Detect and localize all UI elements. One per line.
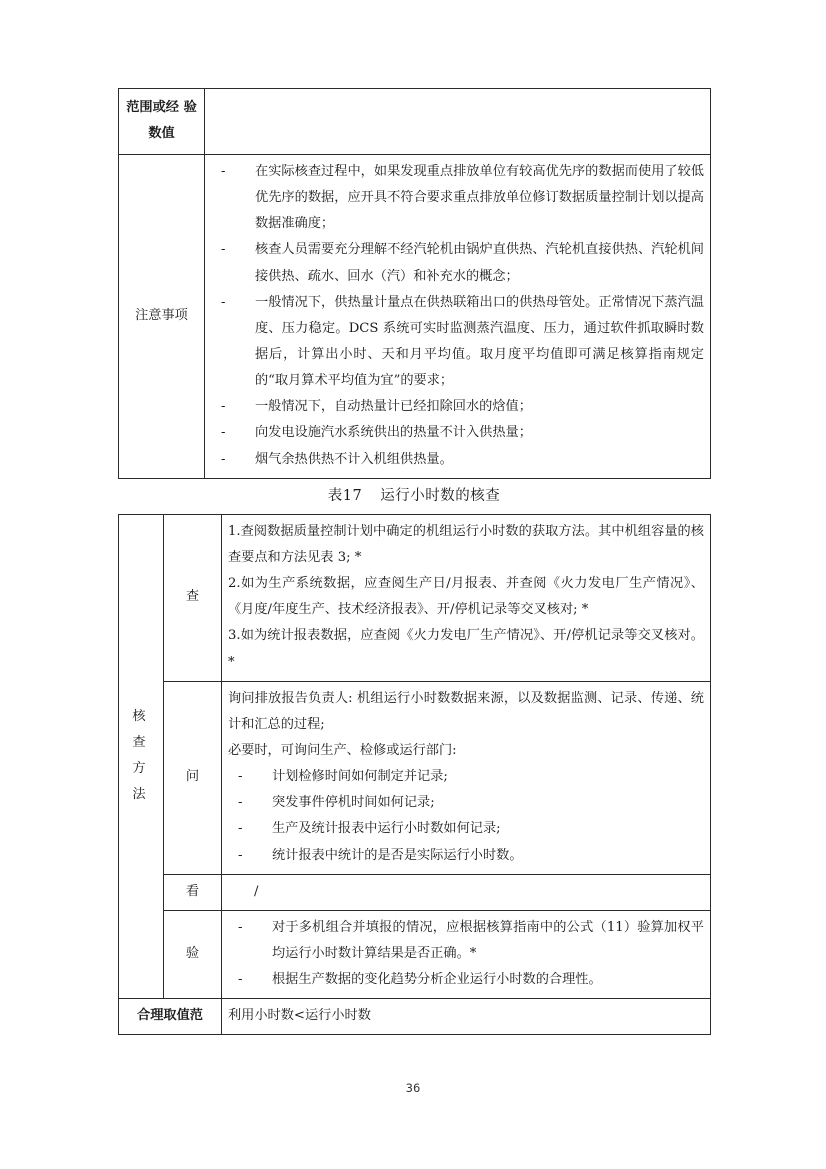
table-row <box>119 999 711 1035</box>
method-body-ask <box>222 681 711 874</box>
table-row <box>119 514 711 681</box>
row-body-empty <box>205 89 711 155</box>
row-label-verification-method <box>119 514 164 998</box>
table-17-caption <box>118 485 710 508</box>
row-body-notes <box>205 155 711 479</box>
method-label-check: 查 <box>164 514 222 681</box>
paragraph: 3.如为统计报表数据，应查阅《火力发电厂生产情况》、开/停机记录等交叉核对。* <box>228 628 704 670</box>
list-item: - 统计报表中统计的是否是实际运行小时数。 <box>228 843 704 869</box>
table-row <box>119 910 711 998</box>
list-item: - 烟气余热供热不计入机组供热量。 <box>211 447 704 473</box>
list-item: - 在实际核查过程中，如果发现重点排放单位有较高优先序的数据而使用了较低优先序的数据，应开具不符合要求重点排放单位修订数据质量控制计划以提高数据准确度； <box>211 159 704 237</box>
page-content <box>118 88 710 1035</box>
list-item: - 一般情况下，自动热量计已经扣除回水的焓值； <box>211 394 704 420</box>
table-row <box>119 155 711 479</box>
paragraph: 1.查阅数据质量控制计划中确定的机组运行小时数的获取方法。其中机组容量的核查要点和方法见表 3; * <box>228 523 704 566</box>
notes-list <box>211 159 704 473</box>
caption-title: 运行小时数的核查 <box>380 487 501 504</box>
list-item: - 生产及统计报表中运行小时数如何记录; <box>228 816 704 842</box>
table-row <box>119 89 711 155</box>
row-label-reasonable-range: 合理取值范 <box>119 999 222 1035</box>
table-16-continued <box>118 88 711 479</box>
caption-number: 表17 <box>327 487 363 504</box>
paragraph: / <box>254 883 259 899</box>
paragraph: 利用小时数<运行小时数 <box>228 1008 371 1024</box>
list-item: - 核查人员需要充分理解不经汽轮机由锅炉直供热、汽轮机直接供热、汽轮机间接供热、疏水、回水（汽）和补充水的概念； <box>211 237 704 289</box>
row-label-line: 方 法 <box>132 761 150 803</box>
row-body-reasonable-range <box>222 999 711 1035</box>
list-item: - 计划检修时间如何制定并记录; <box>228 764 704 790</box>
table-17 <box>118 514 711 1036</box>
method-body-observe <box>222 874 711 910</box>
row-label-range-or-experience-value <box>119 89 205 155</box>
row-label-line: 核 查 <box>132 708 150 750</box>
list-item: - 突发事件停机时间如何记录; <box>228 790 704 816</box>
method-body-check <box>222 514 711 681</box>
method-label-ask: 问 <box>164 681 222 874</box>
row-label-line: 验数值 <box>148 99 197 141</box>
list-item: - 向发电设施汽水系统供出的热量不计入供热量； <box>211 420 704 446</box>
ask-list <box>228 764 704 869</box>
page-number: 36 <box>405 1081 421 1095</box>
list-item: - 对于多机组合并填报的情况，应根据核算指南中的公式（11）验算加权平均运行小时数计算结果是否正确。* <box>228 915 704 967</box>
paragraph: 必要时，可询问生产、检修或运行部门: <box>228 743 457 758</box>
table-row <box>119 681 711 874</box>
list-item: - 一般情况下，供热量计量点在供热联箱出口的供热母管处。正常情况下蒸汽温度、压力稳定。DCS 系统可实时监测蒸汽温度、压力，通过软件抓取瞬时数据后，计算出小时、天和月平均值。取月度平均值即可满足核算指南规定的“取月算术平均值为宜”的要求； <box>211 290 704 395</box>
method-body-validate <box>222 910 711 998</box>
list-item: - 根据生产数据的变化趋势分析企业运行小时数的合理性。 <box>228 967 704 993</box>
paragraph: 2.如为生产系统数据，应查阅生产日/月报表、并查阅《火力发电厂生产情况》、《月度/年度生产、技术经济报表》、开/停机记录等交叉核对; * <box>228 576 704 618</box>
table-row <box>119 874 711 910</box>
row-label-line: 范围或经 <box>126 99 179 115</box>
method-label-observe: 看 <box>164 874 222 910</box>
row-label-notes: 注意事项 <box>119 155 205 479</box>
paragraph: 询问排放报告负责人: 机组运行小时数数据来源，以及数据监测、记录、传递、统计和汇总的过程; <box>228 690 704 732</box>
method-label-validate: 验 <box>164 910 222 998</box>
validate-list <box>228 915 704 993</box>
